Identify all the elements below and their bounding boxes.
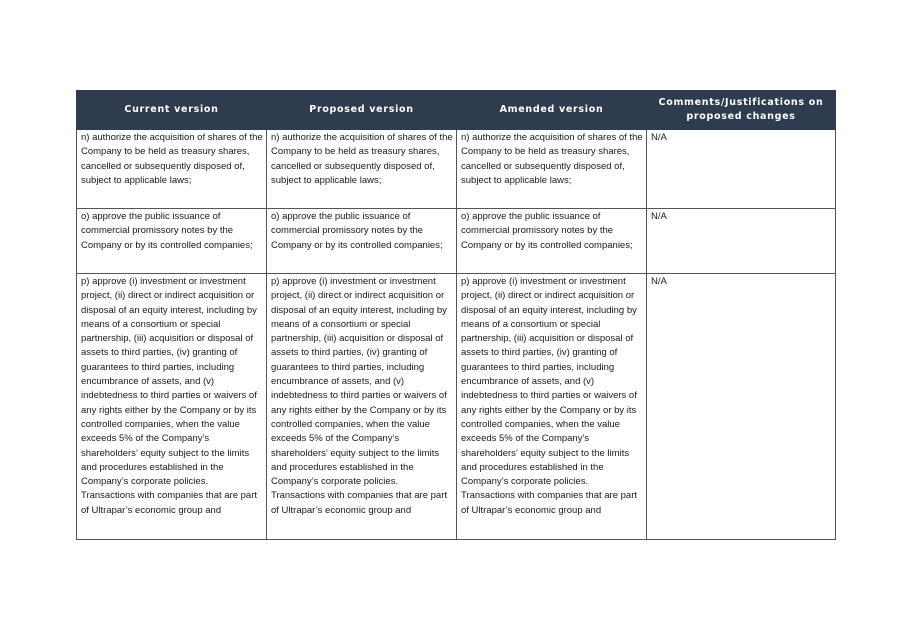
cell-comments bbox=[647, 274, 836, 540]
cell-text: p) approve (i) investment or investment project, (ii) direct or indirect acquisition or disposal of an equity interest, including by means of a consortium or special partnership, (iii) acquisition or disposal of assets to third parties, (iv) granting of guarantees to third parties, including encumbrance of assets, and (v) indebtedness to third parties or waivers of any rights either by the Company or by its controlled companies, when the value exceeds 5% of the Company’s shareholders’ equity subject to the limits and procedures established in the Company’s corporate policies. Transactions with companies that are part of Ultrapar’s economic group and bbox=[271, 276, 448, 516]
cell-comments bbox=[647, 130, 836, 209]
cell-current bbox=[77, 209, 267, 274]
comparison-table bbox=[76, 90, 836, 540]
table-row bbox=[77, 209, 836, 274]
table-row bbox=[77, 274, 836, 540]
cell-text: o) approve the public issuance of commercial promissory notes by the Company or by its controlled companies; bbox=[461, 211, 633, 251]
cell-amended bbox=[457, 209, 647, 274]
cell-text: n) authorize the acquisition of shares of the Company to be held as treasury shares, cancelled or subsequently disposed of, subject to applicable laws; bbox=[81, 132, 263, 186]
header-amended-version: Amended version bbox=[457, 91, 647, 130]
cell-text: N/A bbox=[651, 132, 667, 143]
cell-text: o) approve the public issuance of commercial promissory notes by the Company or by its controlled companies; bbox=[271, 211, 443, 251]
header-proposed-version: Proposed version bbox=[267, 91, 457, 130]
cell-current bbox=[77, 274, 267, 540]
cell-text: n) authorize the acquisition of shares of the Company to be held as treasury shares, cancelled or subsequently disposed of, subject to applicable laws; bbox=[271, 132, 453, 186]
cell-proposed bbox=[267, 130, 457, 209]
cell-amended bbox=[457, 274, 647, 540]
cell-comments bbox=[647, 209, 836, 274]
cell-text: N/A bbox=[651, 276, 667, 287]
cell-text: p) approve (i) investment or investment project, (ii) direct or indirect acquisition or disposal of an equity interest, including by means of a consortium or special partnership, (iii) acquisition or disposal of assets to third parties, (iv) granting of guarantees to third parties, including encumbrance of assets, and (v) indebtedness to third parties or waivers of any rights either by the Company or by its controlled companies, when the value exceeds 5% of the Company’s shareholders’ equity subject to the limits and procedures established in the Company’s corporate policies. Transactions with companies that are part of Ultrapar’s economic group and bbox=[81, 276, 258, 516]
cell-proposed bbox=[267, 209, 457, 274]
cell-current bbox=[77, 130, 267, 209]
cell-text: n) authorize the acquisition of shares of the Company to be held as treasury shares, cancelled or subsequently disposed of, subject to applicable laws; bbox=[461, 132, 643, 186]
cell-text: p) approve (i) investment or investment project, (ii) direct or indirect acquisition or disposal of an equity interest, including by means of a consortium or special partnership, (iii) acquisition or disposal of assets to third parties, (iv) granting of guarantees to third parties, including encumbrance of assets, and (v) indebtedness to third parties or waivers of any rights either by the Company or by its controlled companies, when the value exceeds 5% of the Company’s shareholders’ equity subject to the limits and procedures established in the Company’s corporate policies. Transactions with companies that are part of Ultrapar’s economic group and bbox=[461, 276, 638, 516]
cell-amended bbox=[457, 130, 647, 209]
cell-proposed bbox=[267, 274, 457, 540]
header-comments: Comments/Justifications on proposed changes bbox=[647, 91, 836, 130]
table-row bbox=[77, 130, 836, 209]
cell-text: N/A bbox=[651, 211, 667, 222]
header-current-version: Current version bbox=[77, 91, 267, 130]
cell-text: o) approve the public issuance of commercial promissory notes by the Company or by its controlled companies; bbox=[81, 211, 253, 251]
table-header-row bbox=[77, 91, 836, 130]
